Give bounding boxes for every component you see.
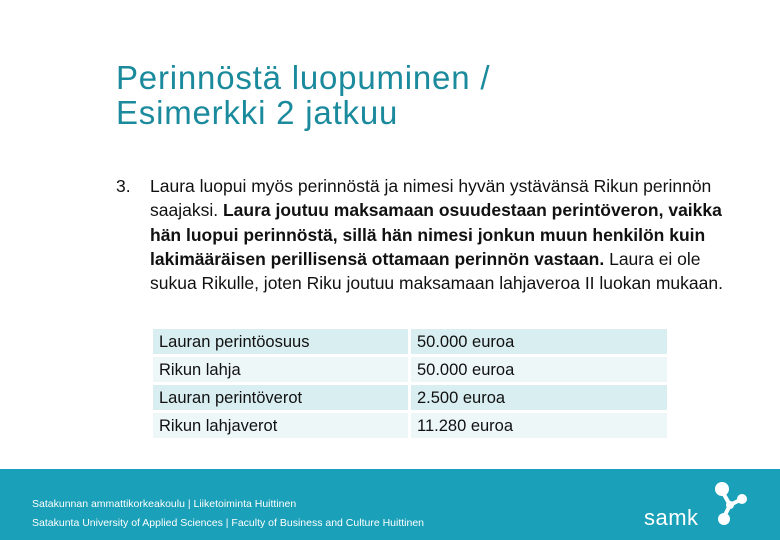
table-row — [153, 385, 667, 410]
table-cell-value: 50.000 euroa — [411, 357, 667, 382]
item-number: 3. — [116, 176, 131, 196]
item-text-bold: Laura joutuu maksamaan osuudestaan perintöveron, vaikka hän luopui perinnöstä, sillä hän nimesi jonkun muun henkilön kuin lakimääräisen perillisensä ottamaan perinnön vastaan. — [150, 200, 722, 269]
table-cell-label: Rikun lahjaverot — [153, 413, 408, 438]
item-text-intro: Laura luopui myös perinnöstä ja nimesi hyvän ystävänsä Rikun perinnön saajaksi. — [150, 176, 712, 221]
table-cell-value: 2.500 euroa — [411, 385, 667, 410]
slide-title-line-2: Esimerkki 2 jatkuu — [116, 94, 399, 131]
table-row — [153, 413, 667, 438]
logo-wordmark: samk — [644, 505, 699, 530]
amounts-table — [150, 326, 670, 441]
slide-title — [116, 60, 490, 130]
table-cell-label: Rikun lahja — [153, 357, 408, 382]
logo-dots-icon — [638, 477, 758, 537]
item-text — [150, 174, 736, 295]
samk-logo — [638, 477, 758, 537]
table-row — [153, 357, 667, 382]
footer-line-1: Satakunnan ammattikorkeakoulu | Liiketoiminta Huittinen — [32, 498, 297, 510]
table-row — [153, 329, 667, 354]
footer-text — [32, 495, 424, 533]
slide-title-line-1: Perinnöstä luopuminen / — [116, 59, 491, 96]
numbered-item — [116, 174, 736, 295]
table-cell-value: 11.280 euroa — [411, 413, 667, 438]
item-text-end: Laura ei ole sukua Rikulle, joten Riku joutuu maksamaan lahjaveroa II luokan mukaan. — [150, 248, 723, 294]
table-cell-value: 50.000 euroa — [411, 329, 667, 354]
table-cell-label: Lauran perintöosuus — [153, 329, 408, 354]
footer-bar — [0, 469, 780, 540]
footer-line-2: Satakunta University of Applied Sciences | Faculty of Business and Culture Huittinen — [32, 517, 425, 529]
table-cell-label: Lauran perintöverot — [153, 385, 408, 410]
